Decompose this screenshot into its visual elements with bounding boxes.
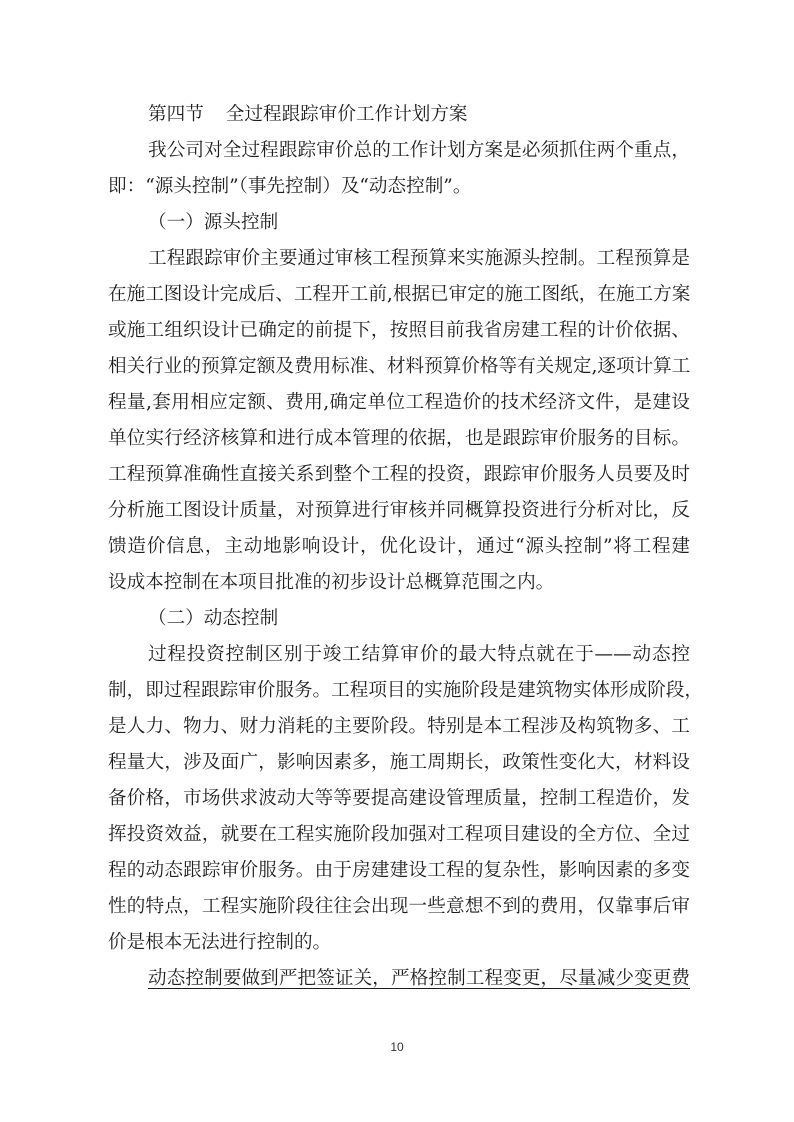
page-number: 10 — [390, 1040, 404, 1054]
paragraph-line: 备价格，市场供求波动大等等要提高建设管理质量，控制工程造价，发 — [108, 788, 690, 809]
section-heading — [108, 97, 690, 133]
paragraph-line: 价是根本无法进行控制的。 — [108, 932, 332, 953]
underlined-text: 动态控制要做到严把签证关，严格控制工程变更，尽量减少变更费 — [148, 968, 690, 989]
underlined-paragraph-line — [108, 961, 690, 997]
paragraph-line: 程量大，涉及面广，影响因素多，施工周期长，政策性变化大，材料设 — [108, 752, 690, 773]
paragraph-line: 工程预算准确性直接关系到整个工程的投资，跟踪审价服务人员要及时 — [108, 464, 690, 485]
paragraph-line: 分析施工图设计质量，对预算进行审核并同概算投资进行分析对比，反 — [108, 500, 690, 521]
paragraph-line: 过程投资控制区别于竣工结算审价的最大特点就在于——动态控 — [148, 644, 690, 665]
paragraph-line: 工程跟踪审价主要通过审核工程预算来实施源头控制。工程预算是 — [148, 248, 690, 269]
paragraph-line: 设成本控制在本项目批准的初步设计总概算范围之内。 — [108, 572, 555, 593]
paragraph-line: 相关行业的预算定额及费用标准、材料预算价格等有关规定,逐项计算工 — [108, 356, 691, 377]
intro-line-2: 即：“源头控制”（事先控制）及“动态控制”。 — [108, 176, 472, 197]
paragraph-line: 馈造价信息，主动地影响设计，优化设计，通过“源头控制”将工程建 — [108, 536, 690, 557]
paragraph-line: 是人力、物力、财力消耗的主要阶段。特别是本工程涉及构筑物多、工 — [108, 716, 690, 737]
intro-line-1: 我公司对全过程跟踪审价总的工作计划方案是必须抓住两个重点， — [148, 140, 690, 161]
paragraph-line: 单位实行经济核算和进行成本管理的依据，也是跟踪审价服务的目标。 — [108, 428, 690, 449]
subsection-2-title: （二）动态控制 — [148, 608, 279, 629]
paragraph-line: 制，即过程跟踪审价服务。工程项目的实施阶段是建筑物实体形成阶段， — [108, 680, 704, 701]
paragraph-line: 或施工组织设计已确定的前提下，按照目前我省房建工程的计价依据、 — [108, 320, 690, 341]
paragraph-line: 程量,套用相应定额、费用,确定单位工程造价的技术经济文件，是建设 — [108, 392, 690, 413]
subsection-1-title: （一）源头控制 — [148, 212, 279, 233]
section-title: 全过程跟踪审价工作计划方案 — [225, 104, 468, 125]
section-number: 第四节 — [148, 104, 204, 125]
document-page — [108, 97, 704, 997]
paragraph-line: 挥投资效益，就要在工程实施阶段加强对工程项目建设的全方位、全过 — [108, 824, 690, 845]
paragraph-line: 性的特点，工程实施阶段往往会出现一些意想不到的费用，仅靠事后审 — [108, 896, 690, 917]
paragraph-line: 程的动态跟踪审价服务。由于房建建设工程的复杂性，影响因素的多变 — [108, 860, 690, 881]
paragraph-line: 在施工图设计完成后、工程开工前,根据已审定的施工图纸，在施工方案 — [108, 284, 691, 305]
